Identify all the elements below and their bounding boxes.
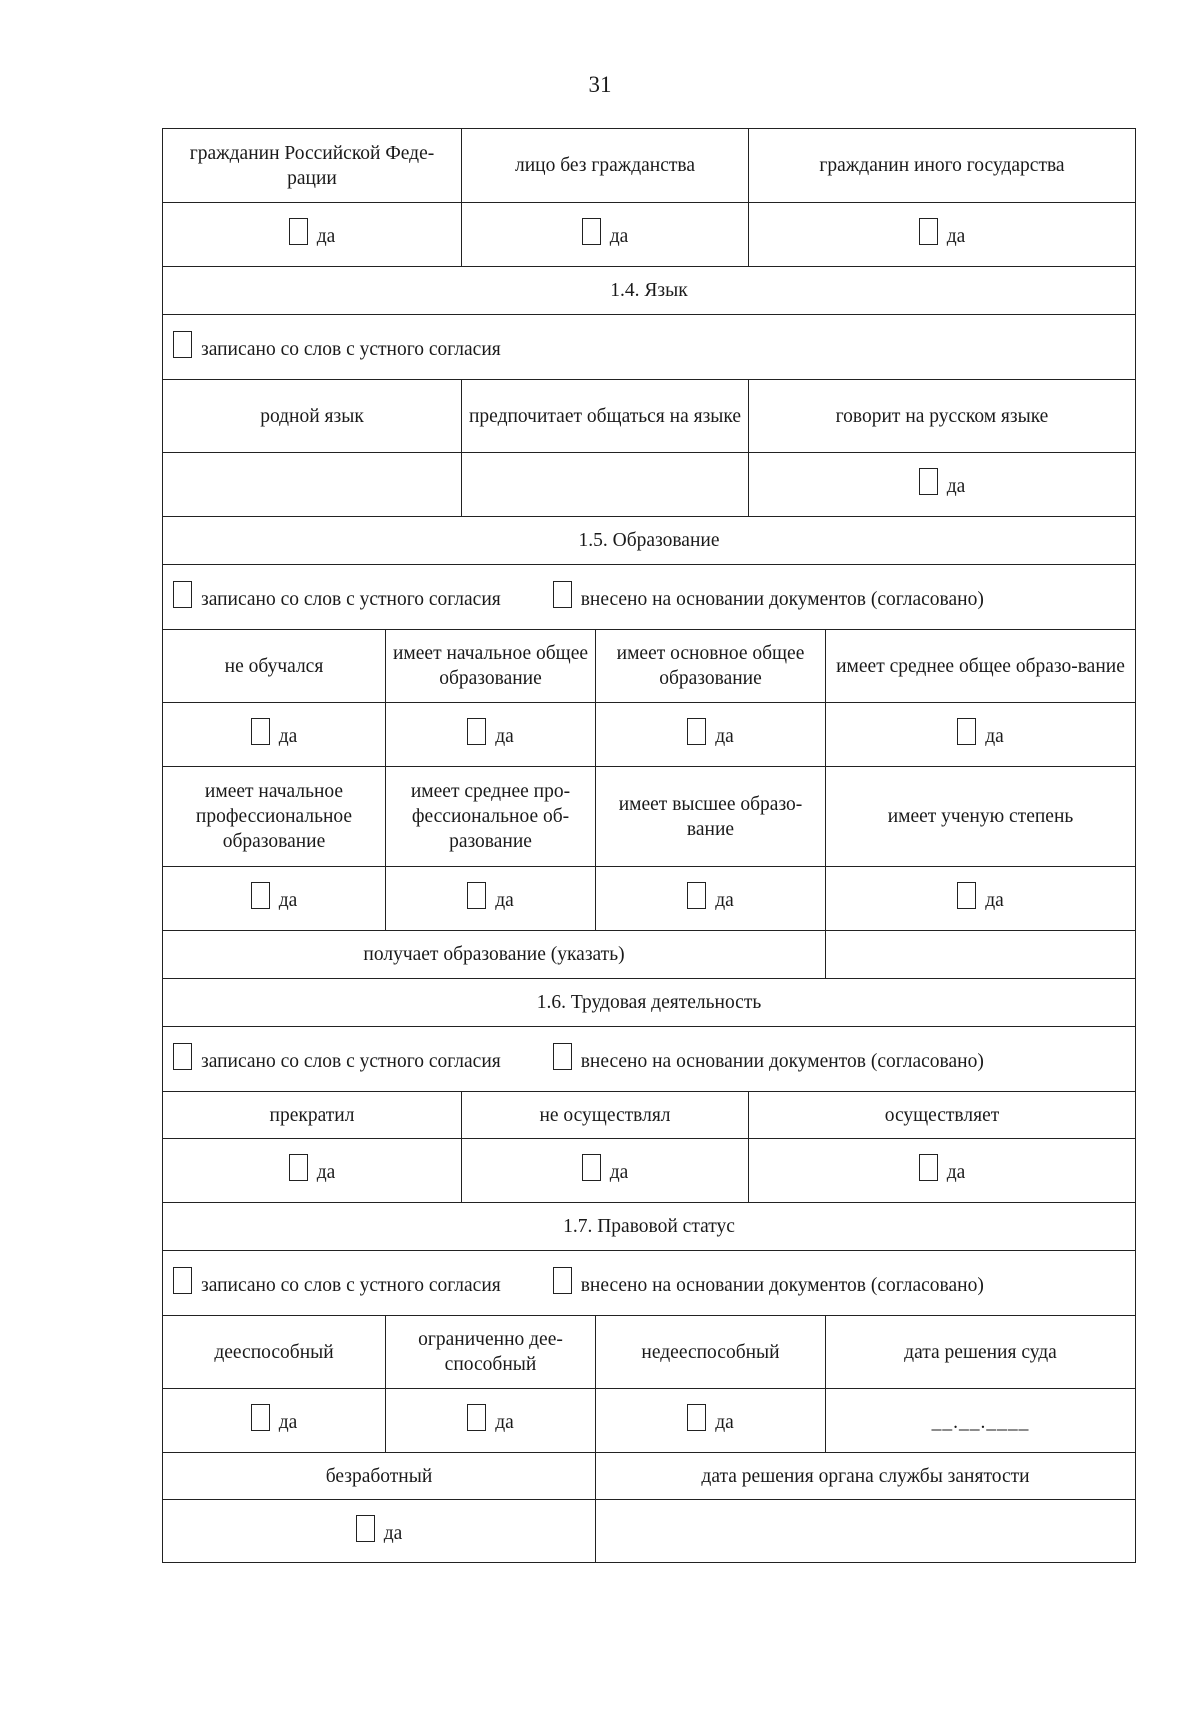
employment-checkbox-row xyxy=(163,1138,1135,1202)
primary-vocational-checkbox[interactable] xyxy=(251,885,298,912)
unemployed-header: безработный xyxy=(325,1465,433,1487)
documents-label: внесено на основании документов (согласовано) xyxy=(580,1274,984,1296)
recorded-label: записано со слов с устного согласия xyxy=(201,1050,501,1072)
checkbox-square[interactable] xyxy=(467,718,486,745)
legal-status-checkbox-row xyxy=(163,1388,1135,1452)
citizenship-rf-checkbox[interactable] xyxy=(289,221,336,248)
checkbox-square[interactable] xyxy=(553,581,572,608)
citizenship-stateless-checkbox[interactable] xyxy=(582,221,629,248)
employment-source-row xyxy=(163,1026,1135,1091)
employment-service-date-field[interactable] xyxy=(595,1500,1135,1562)
form-table xyxy=(162,128,1136,1563)
yes-label: да xyxy=(316,1162,336,1183)
checkbox-square[interactable] xyxy=(173,1267,192,1294)
checkbox-square[interactable] xyxy=(919,218,938,245)
checkbox-square[interactable] xyxy=(356,1515,375,1542)
education-recorded-checkbox[interactable] xyxy=(173,584,501,611)
yes-label: да xyxy=(985,890,1004,911)
legal-status-section-row xyxy=(163,1202,1135,1250)
basic-general-checkbox[interactable] xyxy=(687,721,734,748)
secondary-general-header: имеет среднее общее образо-вание xyxy=(825,630,1135,702)
primary-general-header: имеет начальное общее образование xyxy=(385,630,595,702)
checkbox-square[interactable] xyxy=(919,1154,938,1181)
checkbox-square[interactable] xyxy=(173,331,192,358)
no-education-checkbox[interactable] xyxy=(251,721,298,748)
citizenship-checkbox-row xyxy=(163,202,1135,266)
checkbox-square[interactable] xyxy=(173,1043,192,1070)
education-checkbox-row-1 xyxy=(163,702,1135,766)
legal-status-header-row xyxy=(163,1315,1135,1388)
citizenship-header-row xyxy=(163,129,1135,202)
currently-working-header: осуществляет xyxy=(748,1092,1135,1138)
capable-header: дееспособный xyxy=(214,1341,334,1363)
unemployment-header-row xyxy=(163,1452,1135,1499)
citizenship-header-rf: гражданин Российской Феде-рации xyxy=(189,142,435,189)
capable-checkbox[interactable] xyxy=(251,1407,298,1434)
yes-label: да xyxy=(495,726,514,747)
court-decision-date-field[interactable]: __.__.____ xyxy=(931,1412,1030,1433)
citizenship-foreign-checkbox[interactable] xyxy=(919,221,966,248)
stopped-working-checkbox[interactable] xyxy=(289,1157,336,1184)
checkbox-square[interactable] xyxy=(289,1154,308,1181)
recorded-label: записано со слов с устного согласия xyxy=(201,588,501,610)
incapable-checkbox[interactable] xyxy=(687,1407,734,1434)
higher-education-checkbox[interactable] xyxy=(687,885,734,912)
yes-label: да xyxy=(715,726,734,747)
secondary-vocational-checkbox[interactable] xyxy=(467,885,514,912)
citizenship-header-foreign: гражданин иного государства xyxy=(748,129,1135,202)
education-header-row-2 xyxy=(163,766,1135,866)
checkbox-square[interactable] xyxy=(173,581,192,608)
yes-label: да xyxy=(946,476,966,497)
yes-label: да xyxy=(495,1412,514,1433)
legal-status-documents-checkbox[interactable] xyxy=(553,1270,984,1297)
employment-header-row xyxy=(163,1091,1135,1138)
incapable-header: недееспособный xyxy=(595,1316,825,1388)
checkbox-square[interactable] xyxy=(957,882,976,909)
primary-general-checkbox[interactable] xyxy=(467,721,514,748)
yes-label: да xyxy=(715,890,734,911)
yes-label: да xyxy=(946,226,966,247)
checkbox-square[interactable] xyxy=(251,1404,270,1431)
academic-degree-header: имеет ученую степень xyxy=(825,767,1135,866)
yes-label: да xyxy=(609,226,629,247)
yes-label: да xyxy=(278,890,298,911)
legal-status-recorded-checkbox[interactable] xyxy=(173,1270,501,1297)
higher-education-header: имеет высшее образо-вание xyxy=(595,767,825,866)
legal-status-section-title: 1.7. Правовой статус xyxy=(563,1216,735,1237)
checkbox-square[interactable] xyxy=(467,882,486,909)
receiving-education-row xyxy=(163,930,1135,978)
language-section-title: 1.4. Язык xyxy=(610,280,688,301)
citizenship-header-stateless: лицо без гражданства xyxy=(461,129,748,202)
education-section-title: 1.5. Образование xyxy=(578,530,720,551)
checkbox-square[interactable] xyxy=(251,882,270,909)
language-section-row xyxy=(163,266,1135,314)
receiving-education-field[interactable] xyxy=(825,931,1135,978)
yes-label: да xyxy=(278,1412,298,1433)
never-worked-checkbox[interactable] xyxy=(582,1157,629,1184)
yes-label: да xyxy=(715,1412,734,1433)
unemployment-input-row xyxy=(163,1499,1135,1562)
preferred-language-field[interactable] xyxy=(461,453,748,516)
employment-section-row xyxy=(163,978,1135,1026)
yes-label: да xyxy=(946,1162,966,1183)
checkbox-square[interactable] xyxy=(957,718,976,745)
basic-general-header: имеет основное общее образование xyxy=(595,630,825,702)
employment-documents-checkbox[interactable] xyxy=(553,1046,984,1073)
checkbox-square[interactable] xyxy=(687,882,706,909)
employment-section-title: 1.6. Трудовая деятельность xyxy=(536,992,762,1013)
native-language-field[interactable] xyxy=(163,453,461,516)
yes-label: да xyxy=(495,890,514,911)
yes-label: да xyxy=(383,1522,403,1544)
speaks-russian-checkbox[interactable] xyxy=(919,471,966,498)
checkbox-square[interactable] xyxy=(289,218,308,245)
recorded-label: записано со слов с устного согласия xyxy=(201,338,501,360)
primary-vocational-header: имеет начальное профессиональное образование xyxy=(195,781,353,852)
never-worked-header: не осуществлял xyxy=(461,1092,748,1138)
checkbox-square[interactable] xyxy=(553,1043,572,1070)
yes-label: да xyxy=(609,1162,629,1183)
page-number: 31 xyxy=(588,72,612,97)
preferred-language-header: предпочитает общаться на языке xyxy=(461,380,748,452)
secondary-vocational-header: имеет среднее про-фессиональное об-разование xyxy=(385,767,595,866)
limited-capacity-header: ограниченно дее-способный xyxy=(385,1316,595,1388)
checkbox-square[interactable] xyxy=(582,1154,601,1181)
checkbox-square[interactable] xyxy=(687,718,706,745)
checkbox-square[interactable] xyxy=(687,1404,706,1431)
unemployed-checkbox[interactable] xyxy=(356,1518,403,1545)
yes-label: да xyxy=(985,726,1004,747)
limited-capacity-checkbox[interactable] xyxy=(467,1407,514,1434)
language-input-row xyxy=(163,452,1135,516)
language-recorded-row xyxy=(163,314,1135,379)
yes-label: да xyxy=(278,726,298,747)
language-recorded-checkbox[interactable] xyxy=(173,334,501,361)
court-decision-date-header: дата решения суда xyxy=(825,1316,1135,1388)
education-source-row xyxy=(163,564,1135,629)
documents-label: внесено на основании документов (согласовано) xyxy=(580,588,984,610)
legal-status-source-row xyxy=(163,1250,1135,1315)
no-education-header: не обучался xyxy=(224,655,324,677)
currently-working-checkbox[interactable] xyxy=(919,1157,966,1184)
checkbox-square[interactable] xyxy=(467,1404,486,1431)
education-header-row-1 xyxy=(163,629,1135,702)
education-section-row xyxy=(163,516,1135,564)
checkbox-square[interactable] xyxy=(919,468,938,495)
checkbox-square[interactable] xyxy=(553,1267,572,1294)
education-checkbox-row-2 xyxy=(163,866,1135,930)
language-header-row xyxy=(163,379,1135,452)
employment-recorded-checkbox[interactable] xyxy=(173,1046,501,1073)
documents-label: внесено на основании документов (согласовано) xyxy=(580,1050,984,1072)
employment-service-date-header: дата решения органа службы занятости xyxy=(595,1453,1135,1499)
recorded-label: записано со слов с устного согласия xyxy=(201,1274,501,1296)
checkbox-square[interactable] xyxy=(251,718,270,745)
education-documents-checkbox[interactable] xyxy=(553,584,984,611)
native-language-header: родной язык xyxy=(260,405,364,427)
stopped-working-header: прекратил xyxy=(269,1104,355,1126)
receiving-education-label: получает образование (указать) xyxy=(363,944,625,965)
academic-degree-checkbox[interactable] xyxy=(957,885,1004,912)
checkbox-square[interactable] xyxy=(582,218,601,245)
secondary-general-checkbox[interactable] xyxy=(957,721,1004,748)
speaks-russian-header: говорит на русском языке xyxy=(748,380,1135,452)
yes-label: да xyxy=(316,226,336,247)
